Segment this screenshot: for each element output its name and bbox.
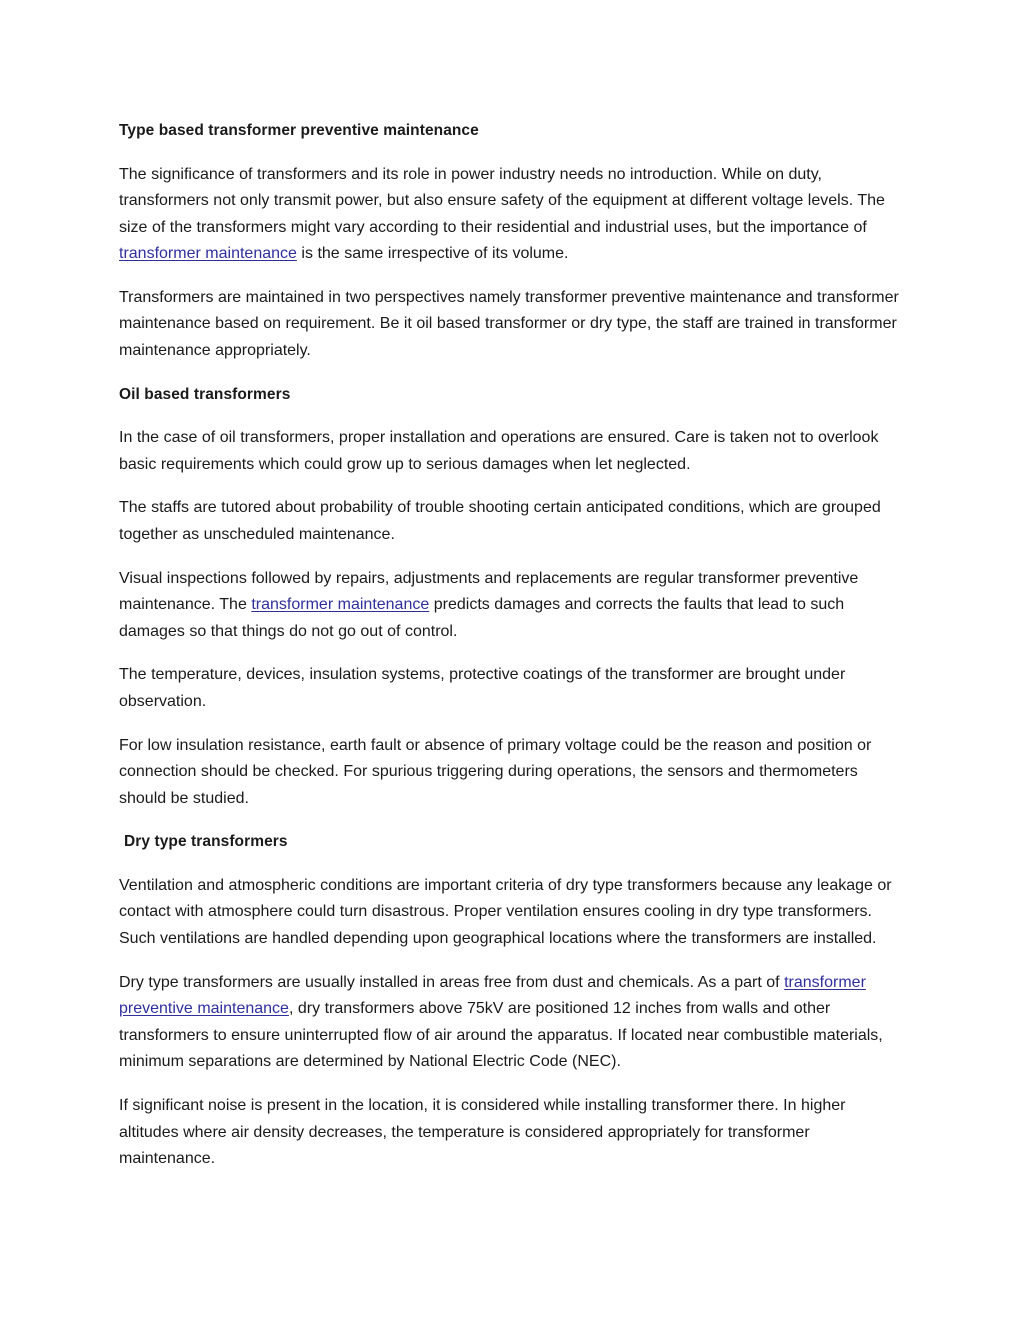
para-2	[119, 285, 907, 365]
para-3	[119, 425, 907, 478]
text-run: The staffs are tutored about probability of trouble shooting certain anticipated conditions, which are grouped together as unscheduled maintenance.	[119, 499, 881, 543]
text-run: For low insulation resistance, earth fault or absence of primary voltage could be the reason and position or connection should be checked. For spurious triggering during operations, the sensors and thermometers should be studied.	[119, 736, 872, 807]
para-8	[119, 873, 907, 953]
text-run: Dry type transformers are usually installed in areas free from dust and chemicals. As a part of	[119, 973, 785, 991]
para-5	[119, 566, 907, 646]
para-4	[119, 495, 907, 548]
heading-dry: Dry type transformers	[124, 833, 288, 851]
text-run: Transformers are maintained in two perspectives namely transformer preventive maintenance and transformer maintenance based on requirement. Be it oil based transformer or dry type, the staff are trained in transformer maintenance appropriately.	[119, 288, 899, 360]
text-run: predicts damages and corrects the faults that lead to such damages so that things do not go out of control.	[119, 596, 845, 640]
text-run: Ventilation and atmospheric conditions are important criteria of dry type transformers because any leakage or contact with atmosphere could turn disastrous. Proper ventilation ensures cooling in dry type transformers. Such ventilations are handled depending upon geographical locations where the transformers are installed.	[119, 876, 892, 947]
para-10	[119, 1093, 907, 1173]
document-body	[119, 118, 907, 1173]
para-7	[119, 733, 907, 813]
inline-link[interactable]: transformer preventive maintenance	[119, 973, 866, 1018]
text-run: , dry transformers above 75kV are positioned 12 inches from walls and other transformers to ensure uninterrupted flow of air around the apparatus. If located near combustible materials, minimum separations are determined by National Electric Code (NEC).	[119, 1000, 883, 1071]
para-6	[119, 662, 907, 715]
para-9	[119, 970, 907, 1076]
inline-link[interactable]: transformer maintenance	[251, 596, 430, 614]
text-run: If significant noise is present in the location, it is considered while installing transformer there. In higher altitudes where air density decreases, the temperature is considered appropriately for transformer maintenance.	[119, 1096, 846, 1168]
text-run: is the same irrespective of its volume.	[296, 245, 569, 263]
inline-link[interactable]: transformer maintenance	[119, 245, 297, 263]
text-run: The significance of transformers and its role in power industry needs no introduction. While on duty, transformers not only transmit power, but also ensure safety of the equipment at different voltage levels. The size of the transformers might vary according to their residential and industrial uses, but the importance of	[119, 165, 885, 236]
text-run: In the case of oil transformers, proper installation and operations are ensured. Care is taken not to overlook basic requirements which could grow up to serious damages when let neglected.	[119, 429, 879, 473]
text-run: The temperature, devices, insulation systems, protective coatings of the transformer are brought under observation.	[119, 666, 846, 710]
heading-oil: Oil based transformers	[119, 385, 291, 403]
text-run: Visual inspections followed by repairs, adjustments and replacements are regular transformer preventive maintenance. The	[119, 569, 859, 614]
para-1	[119, 162, 907, 268]
heading-main: Type based transformer preventive maintenance	[119, 122, 479, 139]
